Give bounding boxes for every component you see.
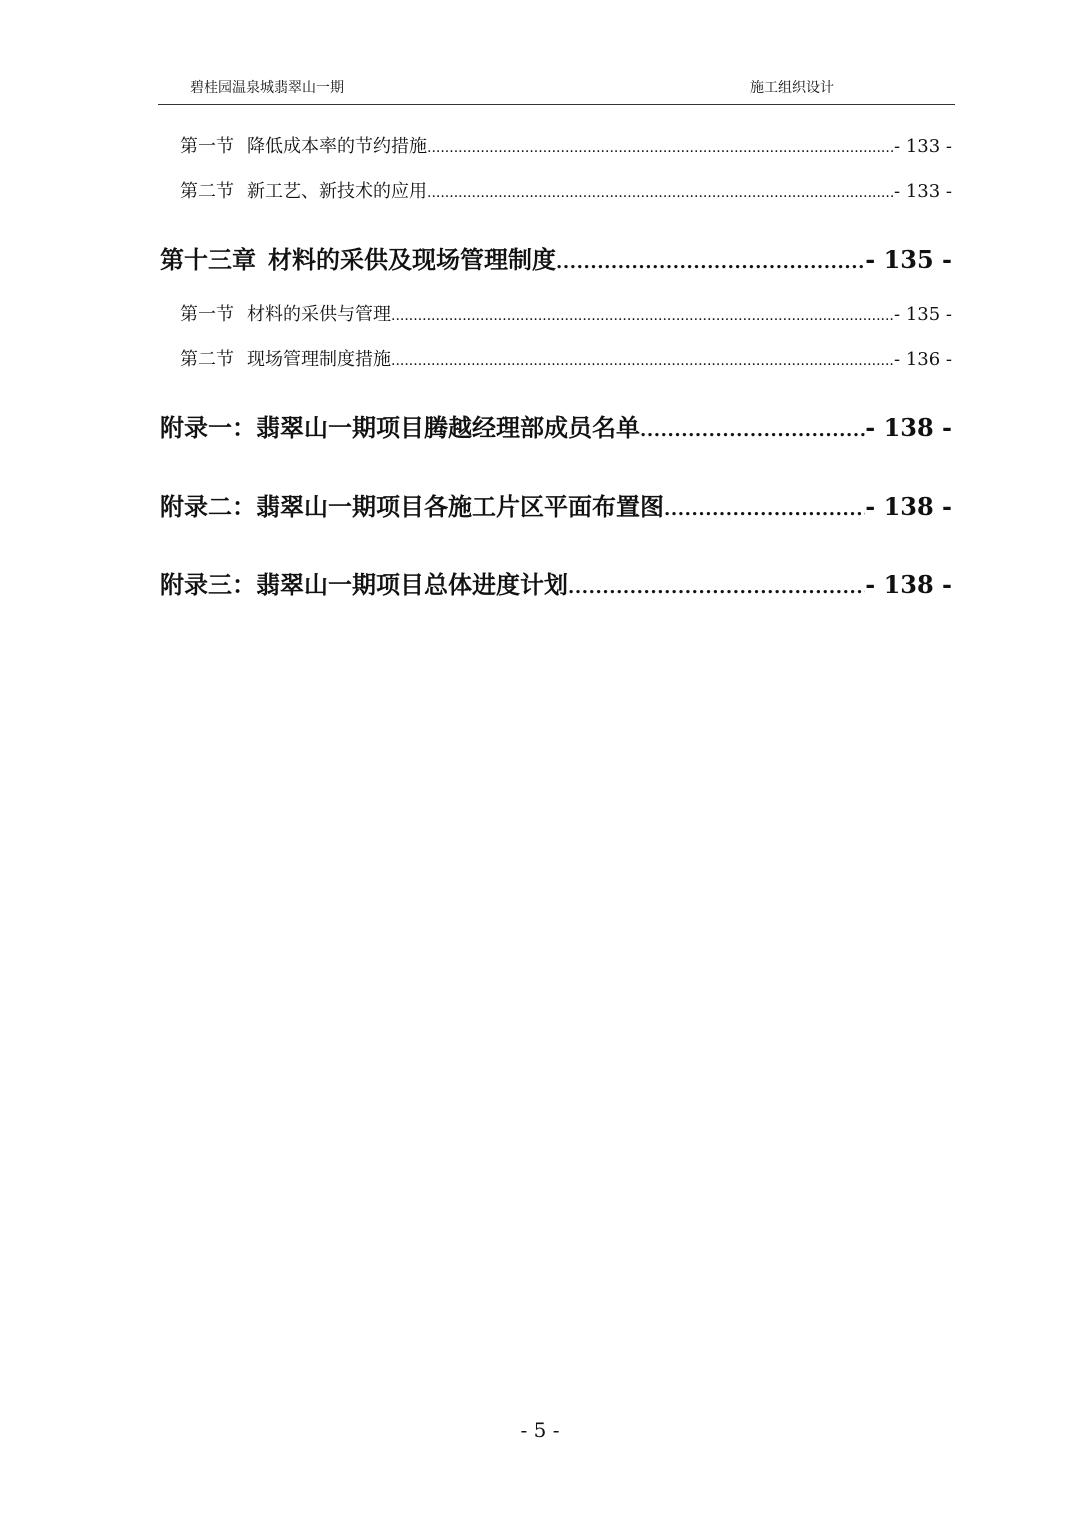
toc-entry-section[interactable] xyxy=(160,302,952,329)
toc-entry-appendix[interactable] xyxy=(160,411,952,448)
toc-dot-leader xyxy=(640,411,865,448)
toc-entry-page: - 133 - xyxy=(894,136,952,157)
toc-entry-section[interactable] xyxy=(160,134,952,161)
toc-entry-page: - 135 - xyxy=(865,245,952,274)
toc-entry-appendix[interactable] xyxy=(160,568,952,605)
toc-entry-page: - 138 - xyxy=(865,570,952,599)
toc-dot-leader xyxy=(427,134,894,161)
toc-dot-leader xyxy=(391,302,894,329)
toc-dot-leader xyxy=(556,243,865,280)
toc-entry-number: 第一节 xyxy=(180,304,234,325)
header-document-type: 施工组织设计 xyxy=(750,80,834,96)
toc-entry-title: 附录三：翡翠山一期项目总体进度计划 xyxy=(160,570,568,599)
toc-entry-page: - 133 - xyxy=(894,181,952,202)
toc-entry-page: - 138 - xyxy=(865,492,952,521)
toc-entry-number: 第十三章 xyxy=(160,245,256,274)
toc-entry-page: - 136 - xyxy=(894,349,952,370)
toc-entry-title: 材料的采供及现场管理制度 xyxy=(268,245,556,274)
toc-entry-appendix[interactable] xyxy=(160,490,952,527)
toc-entry-title: 附录二：翡翠山一期项目各施工片区平面布置图 xyxy=(160,492,664,521)
toc-dot-leader xyxy=(391,347,894,374)
toc-entry-page: - 138 - xyxy=(865,413,952,442)
toc-entry-title: 附录一：翡翠山一期项目腾越经理部成员名单 xyxy=(160,413,640,442)
toc-dot-leader xyxy=(664,490,865,527)
header-project-name: 碧桂园温泉城翡翠山一期 xyxy=(190,80,344,96)
toc-entry-page: - 135 - xyxy=(894,304,952,325)
toc-entry-section[interactable] xyxy=(160,179,952,206)
toc-entry-title: 新工艺、新技术的应用 xyxy=(247,181,427,202)
page-number: - 5 - xyxy=(520,1418,560,1442)
page-header xyxy=(158,76,955,105)
toc-entry-section[interactable] xyxy=(160,347,952,374)
toc-entry-number: 第二节 xyxy=(180,349,234,370)
toc-entry-chapter[interactable] xyxy=(160,243,952,280)
toc-entry-number: 第二节 xyxy=(180,181,234,202)
toc-dot-leader xyxy=(427,179,894,206)
toc-entry-title: 降低成本率的节约措施 xyxy=(247,136,427,157)
toc-entry-title: 现场管理制度措施 xyxy=(247,349,391,370)
toc-dot-leader xyxy=(568,568,865,605)
toc-entry-number: 第一节 xyxy=(180,136,234,157)
toc-entry-title: 材料的采供与管理 xyxy=(247,304,391,325)
